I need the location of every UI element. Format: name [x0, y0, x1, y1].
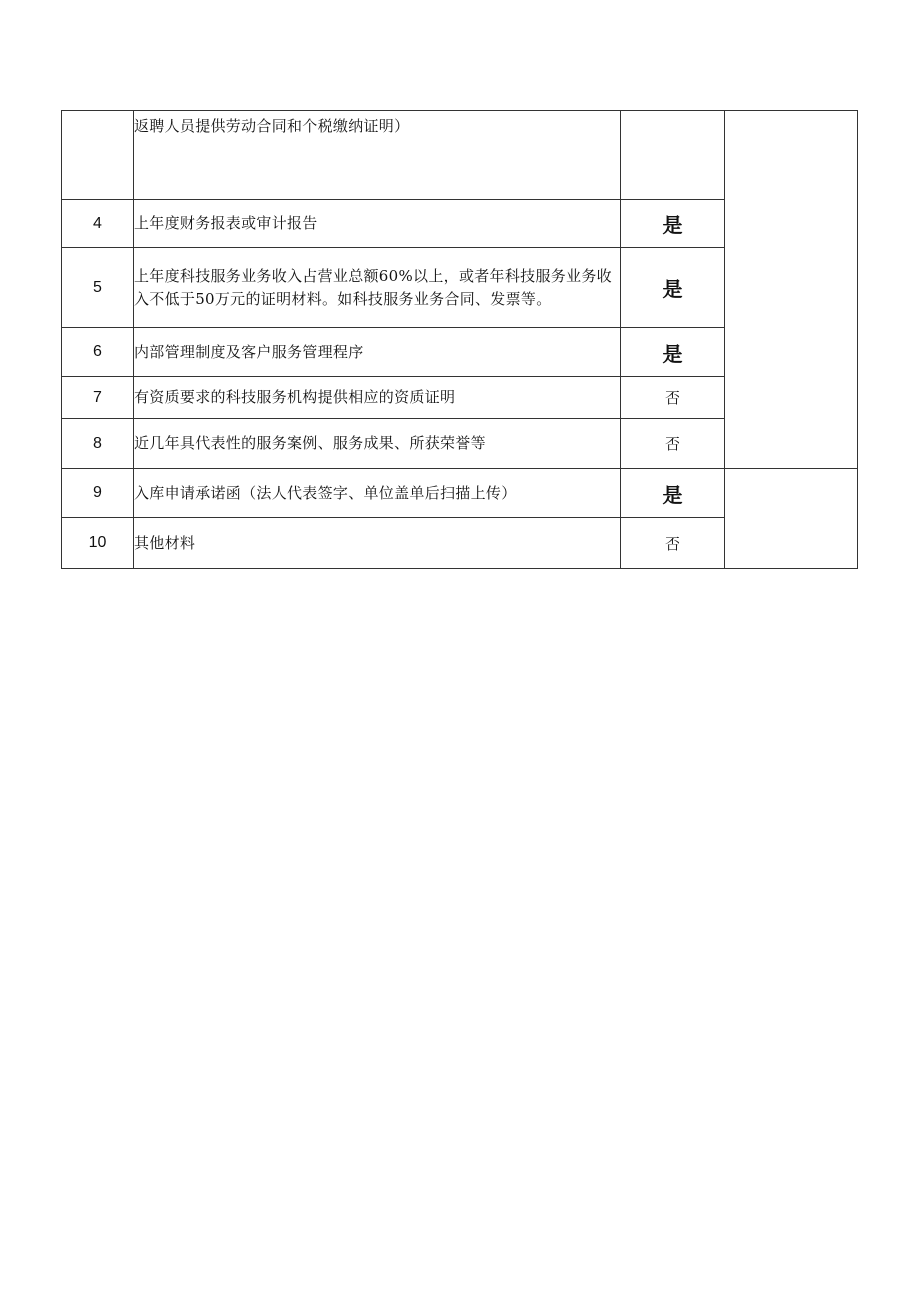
materials-checklist-table [61, 110, 858, 569]
material-item: 返聘人员提供劳动合同和个税缴纳证明） [134, 111, 621, 200]
table-row [62, 469, 858, 518]
row-number: 4 [62, 200, 134, 248]
provided-mark: 是 [621, 328, 725, 377]
row-number: 9 [62, 469, 134, 518]
provided-mark: 否 [621, 377, 725, 419]
row-number: 5 [62, 248, 134, 328]
material-item: 上年度科技服务业务收入占营业总额60%以上，或者年科技服务业务收入不低于50万元的证明材料。如科技服务业务合同、发票等。 [134, 248, 621, 328]
material-item: 入库申请承诺函（法人代表签字、单位盖单后扫描上传） [134, 469, 621, 518]
provided-mark: 是 [621, 469, 725, 518]
row-number: 8 [62, 419, 134, 469]
provided-mark: 否 [621, 419, 725, 469]
material-item: 近几年具代表性的服务案例、服务成果、所获荣誉等 [134, 419, 621, 469]
remark-cell [725, 469, 858, 569]
material-item: 其他材料 [134, 518, 621, 569]
remark-cell [725, 111, 858, 469]
provided-mark: 是 [621, 200, 725, 248]
provided-mark [621, 111, 725, 200]
row-number: 6 [62, 328, 134, 377]
table-row [62, 111, 858, 200]
provided-mark: 是 [621, 248, 725, 328]
material-item: 上年度财务报表或审计报告 [134, 200, 621, 248]
row-number: 10 [62, 518, 134, 569]
row-number [62, 111, 134, 200]
row-number: 7 [62, 377, 134, 419]
material-item: 有资质要求的科技服务机构提供相应的资质证明 [134, 377, 621, 419]
provided-mark: 否 [621, 518, 725, 569]
material-item: 内部管理制度及客户服务管理程序 [134, 328, 621, 377]
